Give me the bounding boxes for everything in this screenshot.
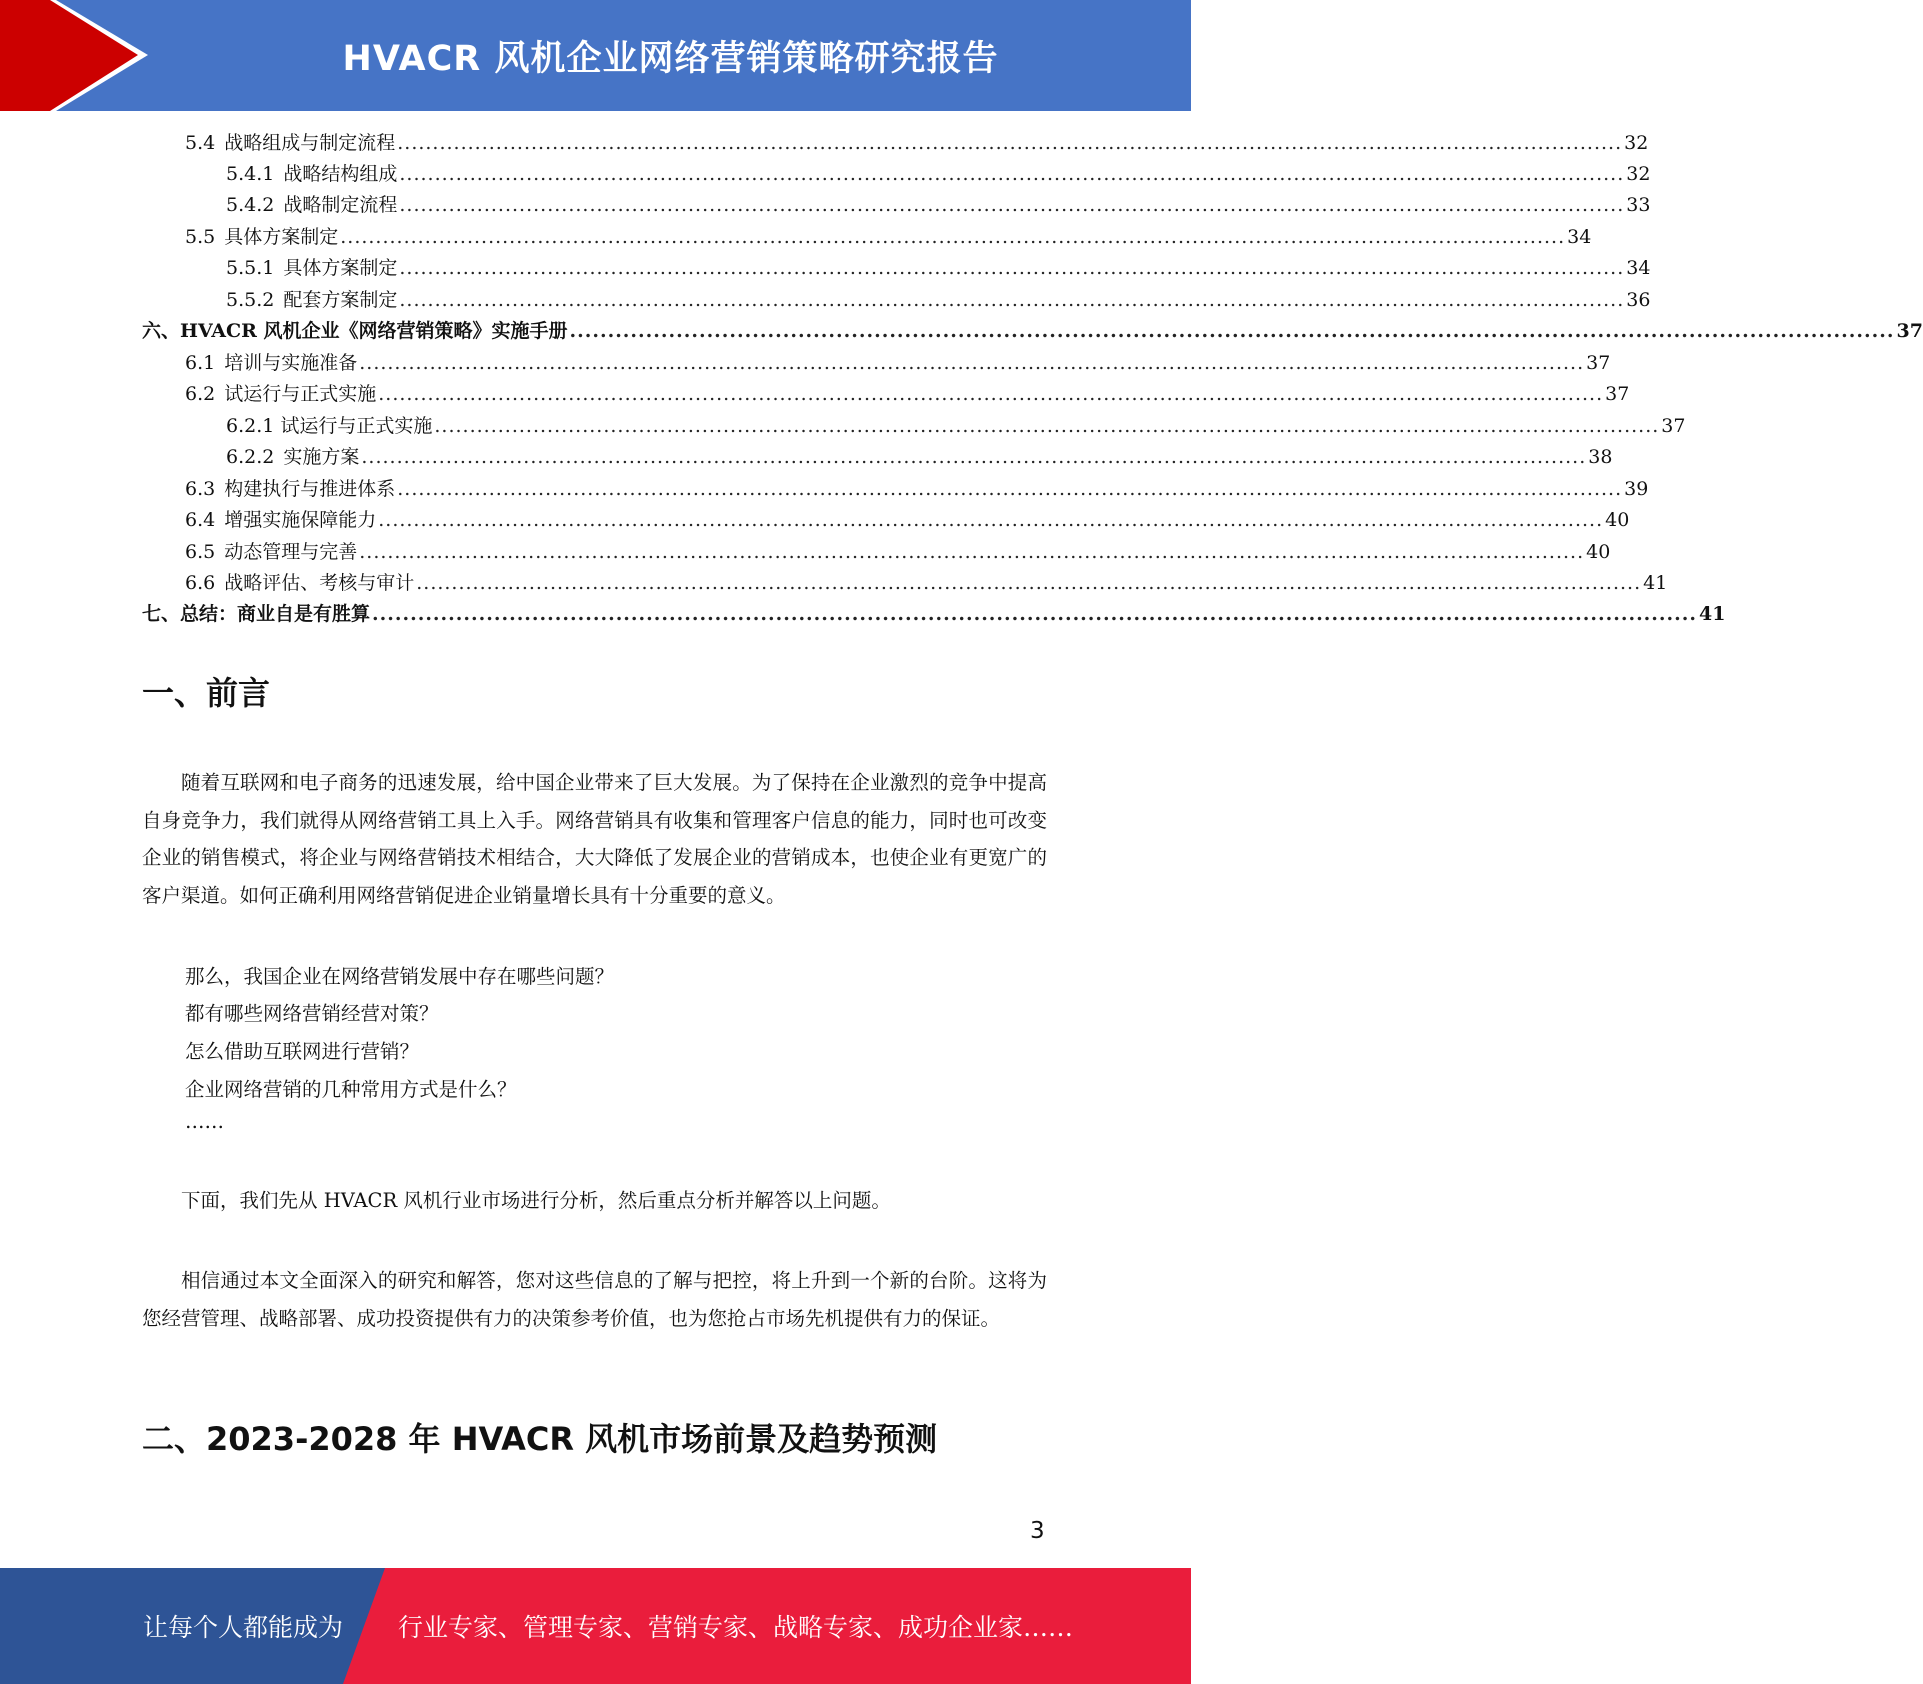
toc-entry-page: 33 bbox=[1626, 194, 1651, 216]
toc-leader: .............................................................................................................................................................................. bbox=[399, 289, 1625, 311]
question-line: 那么，我国企业在网络营销发展中存在哪些问题？ bbox=[185, 965, 615, 988]
section-heading-preface: 一、前言 bbox=[142, 674, 271, 712]
toc-entry-title: 增强实施保障能力 bbox=[224, 509, 377, 531]
toc-entry-title: 七、总结：商业自是有胜算 bbox=[142, 603, 371, 625]
footer-slogan-left: 让每个人都能成为 bbox=[143, 1613, 344, 1642]
toc-entry-title: 配套方案制定 bbox=[283, 289, 398, 311]
preface-paragraph-3: 相信通过本文全面深入的研究和解答，您对这些信息的了解与把控，将上升到一个新的台阶。这将为您经营管理、战略部署、成功投资提供有力的决策参考价值，也为您抢占市场先机提供有力的保证。 bbox=[142, 1269, 1047, 1330]
toc-entry-page: 37 bbox=[1661, 415, 1686, 437]
question-line: 都有哪些网络营销经营对策？ bbox=[185, 1002, 439, 1025]
toc-entry-number: 6.1 bbox=[185, 352, 216, 374]
toc-entry-title: 具体方案制定 bbox=[224, 226, 339, 248]
toc-entry-page: 38 bbox=[1588, 446, 1613, 468]
toc-entry-number: 5.5.2 bbox=[226, 289, 275, 311]
toc-entry[interactable] bbox=[185, 128, 1649, 159]
toc-entry-title: 战略结构组成 bbox=[283, 163, 398, 185]
toc-entry-page: 34 bbox=[1567, 226, 1592, 248]
toc-entry-title: 构建执行与推进体系 bbox=[224, 478, 396, 500]
toc-entry-number: 6.3 bbox=[185, 478, 216, 500]
toc-leader: .............................................................................................................................................................................. bbox=[340, 226, 1566, 248]
toc-entry-title: 实施方案 bbox=[283, 446, 360, 468]
toc-entry-number: 6.2.2 bbox=[226, 446, 275, 468]
toc-leader: .............................................................................................................................................................................. bbox=[399, 194, 1625, 216]
toc-leader: .............................................................................................................................................................................. bbox=[378, 383, 1604, 405]
toc-entry-number: 5.4.1 bbox=[226, 163, 275, 185]
toc-entry-page: 34 bbox=[1626, 257, 1651, 279]
toc-entry-number: 5.5.1 bbox=[226, 257, 275, 279]
toc-entry-page: 32 bbox=[1624, 132, 1649, 154]
page-number: 3 bbox=[1030, 1518, 1045, 1544]
toc-entry[interactable] bbox=[185, 348, 1611, 379]
toc-entry-page: 40 bbox=[1605, 509, 1630, 531]
toc-entry[interactable] bbox=[226, 442, 1613, 473]
toc-entry-page: 41 bbox=[1643, 572, 1668, 594]
preface-paragraph-1: 随着互联网和电子商务的迅速发展，给中国企业带来了巨大发展。为了保持在企业激烈的竞争中提高自身竞争力，我们就得从网络营销工具上入手。网络营销具有收集和管理客户信息的能力，同时也可改变企业的销售模式，将企业与网络营销技术相结合，大大降低了发展企业的营销成本，也使企业有更宽广的客户渠道。如何正确利用网络营销促进企业销量增长具有十分重要的意义。 bbox=[142, 771, 1047, 907]
toc-entry-page: 36 bbox=[1626, 289, 1651, 311]
toc-entry-title: 战略评估、考核与审计 bbox=[224, 572, 415, 594]
toc-entry-number: 5.4.2 bbox=[226, 194, 275, 216]
toc-entry-page: 37 bbox=[1605, 383, 1630, 405]
toc-entry[interactable] bbox=[185, 379, 1630, 410]
ellipsis-line: …… bbox=[185, 1110, 224, 1133]
toc-leader: .............................................................................................................................................................................. bbox=[359, 541, 1585, 563]
header-title: HVACR 风机企业网络营销策略研究报告 bbox=[342, 38, 999, 79]
toc-leader: .............................................................................................................................................................................. bbox=[399, 163, 1625, 185]
toc-entry[interactable] bbox=[226, 253, 1651, 284]
toc-entry-number: 5.5 bbox=[185, 226, 216, 248]
toc-entry-title: 培训与实施准备 bbox=[224, 352, 358, 374]
header-arrow-graphic bbox=[0, 0, 160, 111]
toc-entry-title: 试运行与正式实施 bbox=[224, 383, 377, 405]
toc-entry-title: 战略制定流程 bbox=[283, 194, 398, 216]
toc-leader: .............................................................................................................................................................................. bbox=[397, 132, 1623, 154]
toc-entry-title: 六、HVACR 风机企业《网络营销策略》实施手册 bbox=[142, 320, 568, 342]
toc-entry[interactable] bbox=[185, 537, 1611, 568]
toc-entry[interactable] bbox=[226, 159, 1651, 190]
toc-entry[interactable] bbox=[226, 285, 1651, 316]
toc-entry-number: 6.4 bbox=[185, 509, 216, 531]
toc-entry[interactable] bbox=[185, 222, 1592, 253]
question-line: 怎么借助互联网进行营销？ bbox=[185, 1040, 420, 1063]
toc-entry-page: 37 bbox=[1896, 320, 1923, 342]
toc-leader: .............................................................................................................................................................................. bbox=[378, 509, 1604, 531]
toc-entry-page: 41 bbox=[1698, 603, 1726, 625]
toc-entry[interactable] bbox=[226, 190, 1651, 221]
toc-entry-page: 32 bbox=[1626, 163, 1651, 185]
section-heading-forecast: 二、2023-2028 年 HVACR 风机市场前景及趋势预测 bbox=[142, 1420, 938, 1458]
toc-entry-number: 6.2 bbox=[185, 383, 216, 405]
toc-leader: .............................................................................................................................................................................. bbox=[416, 572, 1642, 594]
footer-slogan-right: 行业专家、管理专家、营销专家、战略专家、成功企业家…… bbox=[398, 1613, 1074, 1642]
toc-entry[interactable] bbox=[142, 316, 1923, 347]
toc-entry[interactable] bbox=[142, 599, 1726, 630]
preface-paragraph-2: 下面，我们先从 HVACR 风机行业市场进行分析，然后重点分析并解答以上问题。 bbox=[181, 1189, 891, 1212]
toc-entry[interactable] bbox=[226, 411, 1686, 442]
toc-leader: .............................................................................................................................................................................. bbox=[372, 603, 1697, 625]
toc-entry-number: 6.5 bbox=[185, 541, 216, 563]
toc-entry-title: 具体方案制定 bbox=[283, 257, 398, 279]
toc-leader: .............................................................................................................................................................................. bbox=[397, 478, 1623, 500]
toc-entry-number: 5.4 bbox=[185, 132, 216, 154]
page-header bbox=[0, 0, 1191, 111]
toc-leader: .............................................................................................................................................................................. bbox=[361, 446, 1587, 468]
question-line: 企业网络营销的几种常用方式是什么？ bbox=[185, 1078, 517, 1101]
toc-leader: .............................................................................................................................................................................. bbox=[569, 320, 1895, 342]
toc-leader: .............................................................................................................................................................................. bbox=[399, 257, 1625, 279]
toc-entry[interactable] bbox=[185, 474, 1649, 505]
toc-entry[interactable] bbox=[185, 505, 1630, 536]
toc-entry-page: 37 bbox=[1586, 352, 1611, 374]
page-footer bbox=[0, 1568, 1191, 1684]
toc-entry-page: 39 bbox=[1624, 478, 1649, 500]
toc-entry[interactable] bbox=[185, 568, 1668, 599]
toc-entry-number: 6.6 bbox=[185, 572, 216, 594]
toc-leader: .............................................................................................................................................................................. bbox=[434, 415, 1660, 437]
toc-leader: .............................................................................................................................................................................. bbox=[359, 352, 1585, 374]
toc-entry-title: 动态管理与完善 bbox=[224, 541, 358, 563]
toc-entry-page: 40 bbox=[1586, 541, 1611, 563]
toc-entry-title: 战略组成与制定流程 bbox=[224, 132, 396, 154]
toc-entry-title: 6.2.1 试运行与正式实施 bbox=[226, 415, 433, 437]
